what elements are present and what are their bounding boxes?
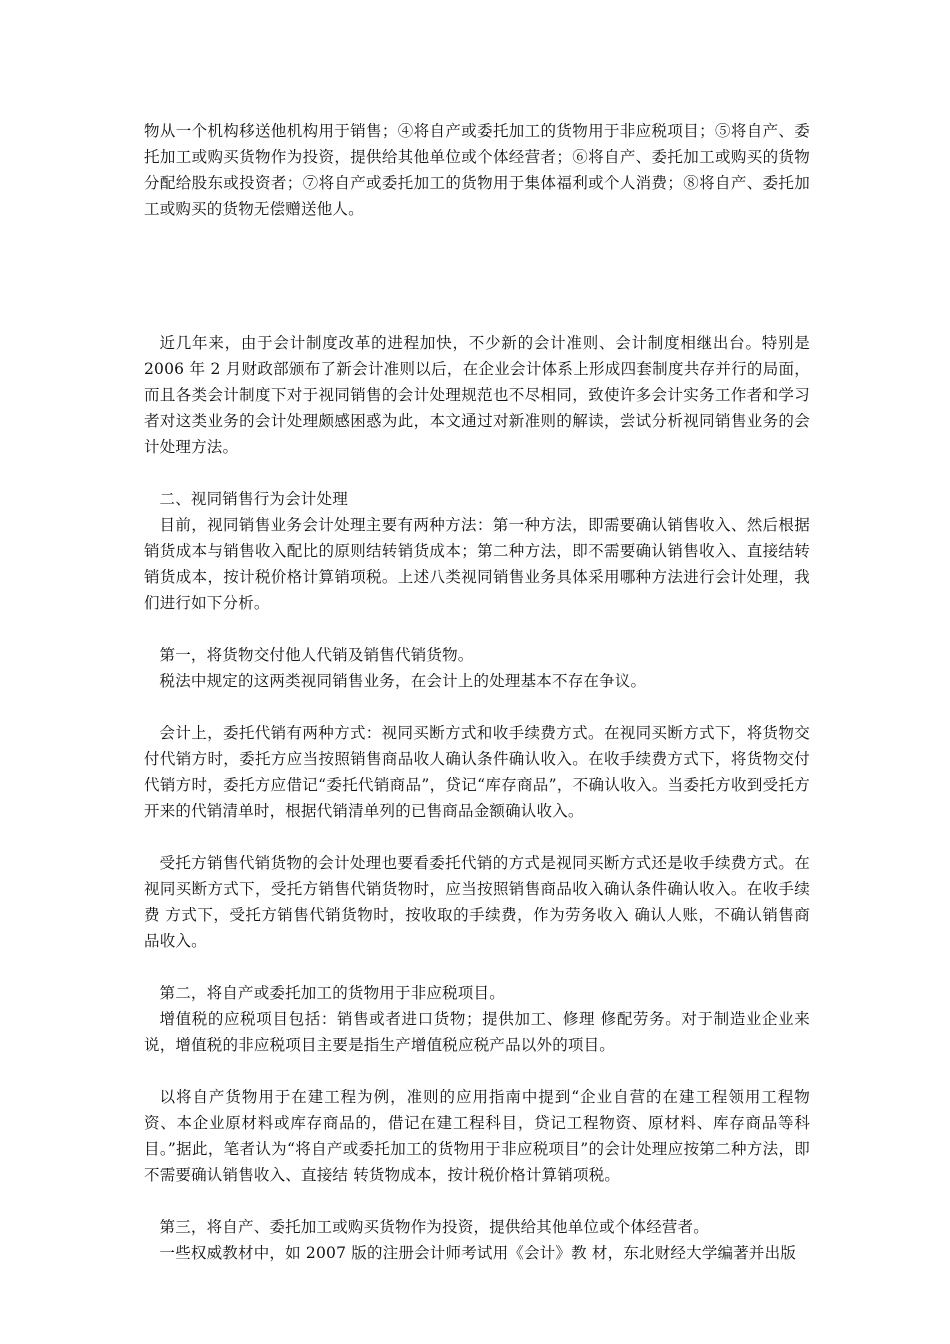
spacer (144, 460, 810, 486)
subheading-first: 第一，将货物交付他人代销及销售代销货物。 (159, 646, 474, 664)
paragraph-deemed-sales-list: 物从一个机构移送他机构用于销售；④将自产或委托加工的货物用于非应税项目；⑤将自产、委托加工或购买货物作为投资，提供给其他单位或个体经营者；⑥将自产、委托加工或购买的货物分配给股东或投资者；⑦将自产或委托加工的货物用于集体福利或个人消费；⑧将自产、委托加工或购买的货物无偿赠送他人。 (144, 122, 810, 218)
paragraph-construction-example: 以将自产货物用于在建工程为例，准则的应用指南中提到“企业自营的在建工程领用工程物资、本企业原材料或库存商品的，借记在建工程科目，贷记工程物资、原材料、库存商品等科目。”据此，笔者认为“将自产或委托加工的货物用于非应税项目”的会计处理应按第二种方法，即不需要确认销售收入、直接结 转货物成本，按计税价格计算销项税。 (144, 1088, 810, 1184)
spacer (144, 824, 810, 850)
spacer (144, 222, 810, 330)
paragraph-introduction: 近几年来，由于会计制度改革的进程加快，不少新的会计准则、会计制度相继出台。特别是 2006 年 2 月财政部颁布了新会计准则以后，在企业会计体系上形成四套制度共存并行的局面，而且各类会计制度下对于视同销售的会计处理规范也不尽相同，致使许多会计实务工作者和学习者对这类业务的会计处理颇感困惑为此，本文通过对新准则的解读，尝试分析视同销售业务的会计处理方法。 (144, 334, 810, 456)
spacer (144, 1188, 810, 1214)
subheading-third: 第三，将自产、委托加工或购买货物作为投资，提供给其他单位或个体经营者。 (159, 1218, 710, 1236)
document-page (144, 118, 810, 1266)
section-heading: 二、视同销售行为会计处理 (159, 490, 348, 508)
paragraph-tax-law: 税法中规定的这两类视同销售业务，在会计上的处理基本不存在争议。 (159, 672, 647, 690)
spacer (144, 1058, 810, 1084)
spacer (144, 616, 810, 642)
spacer (144, 954, 810, 980)
paragraph-methods: 目前，视同销售业务会计处理主要有两种方法：第一种方法，即需要确认销售收入、然后根据销货成本与销售收入配比的原则结转销货成本；第二种方法，即不需要确认销售收入、直接结转销货成本，按计税价格计算销项税。上述八类视同销售业务具体采用哪种方法进行会计处理，我们进行如下分析。 (144, 516, 810, 612)
paragraph-consignment: 会计上，委托代销有两种方式：视同买断方式和收手续费方式。在视同买断方式下，将货物交付代销方时，委托方应当按照销售商品收人确认条件确认收入。在收手续费方式下，将货物交付代销方时，委托方应借记“委托代销商品”，贷记“库存商品”，不确认收入。当委托方收到受托方开来的代销清单时，根据代销清单列的已售商品金额确认收入。 (144, 724, 810, 820)
paragraph-textbook: 一些权威教材中，如 2007 版的注册会计师考试用《会计》教 材，东北财经大学编著并出版 (159, 1244, 797, 1262)
paragraph-consignee: 受托方销售代销货物的会计处理也要看委托代销的方式是视同买断方式还是收手续费方式。在视同买断方式下，受托方销售代销货物时，应当按照销售商品收入确认条件确认收入。在收手续费 方式下，受托方销售代销货物时，按收取的手续费，作为劳务收入 确认人账，不确认销售商品收入。 (144, 854, 810, 950)
spacer (144, 694, 810, 720)
paragraph-vat-items: 增值税的应税项目包括：销售或者进口货物；提供加工、修理 修配劳务。对于制造业企业来说，增值税的非应税项目主要是指生产增值税应税产品以外的项目。 (144, 1010, 810, 1054)
subheading-second: 第二，将自产或委托加工的货物用于非应税项目。 (159, 984, 505, 1002)
